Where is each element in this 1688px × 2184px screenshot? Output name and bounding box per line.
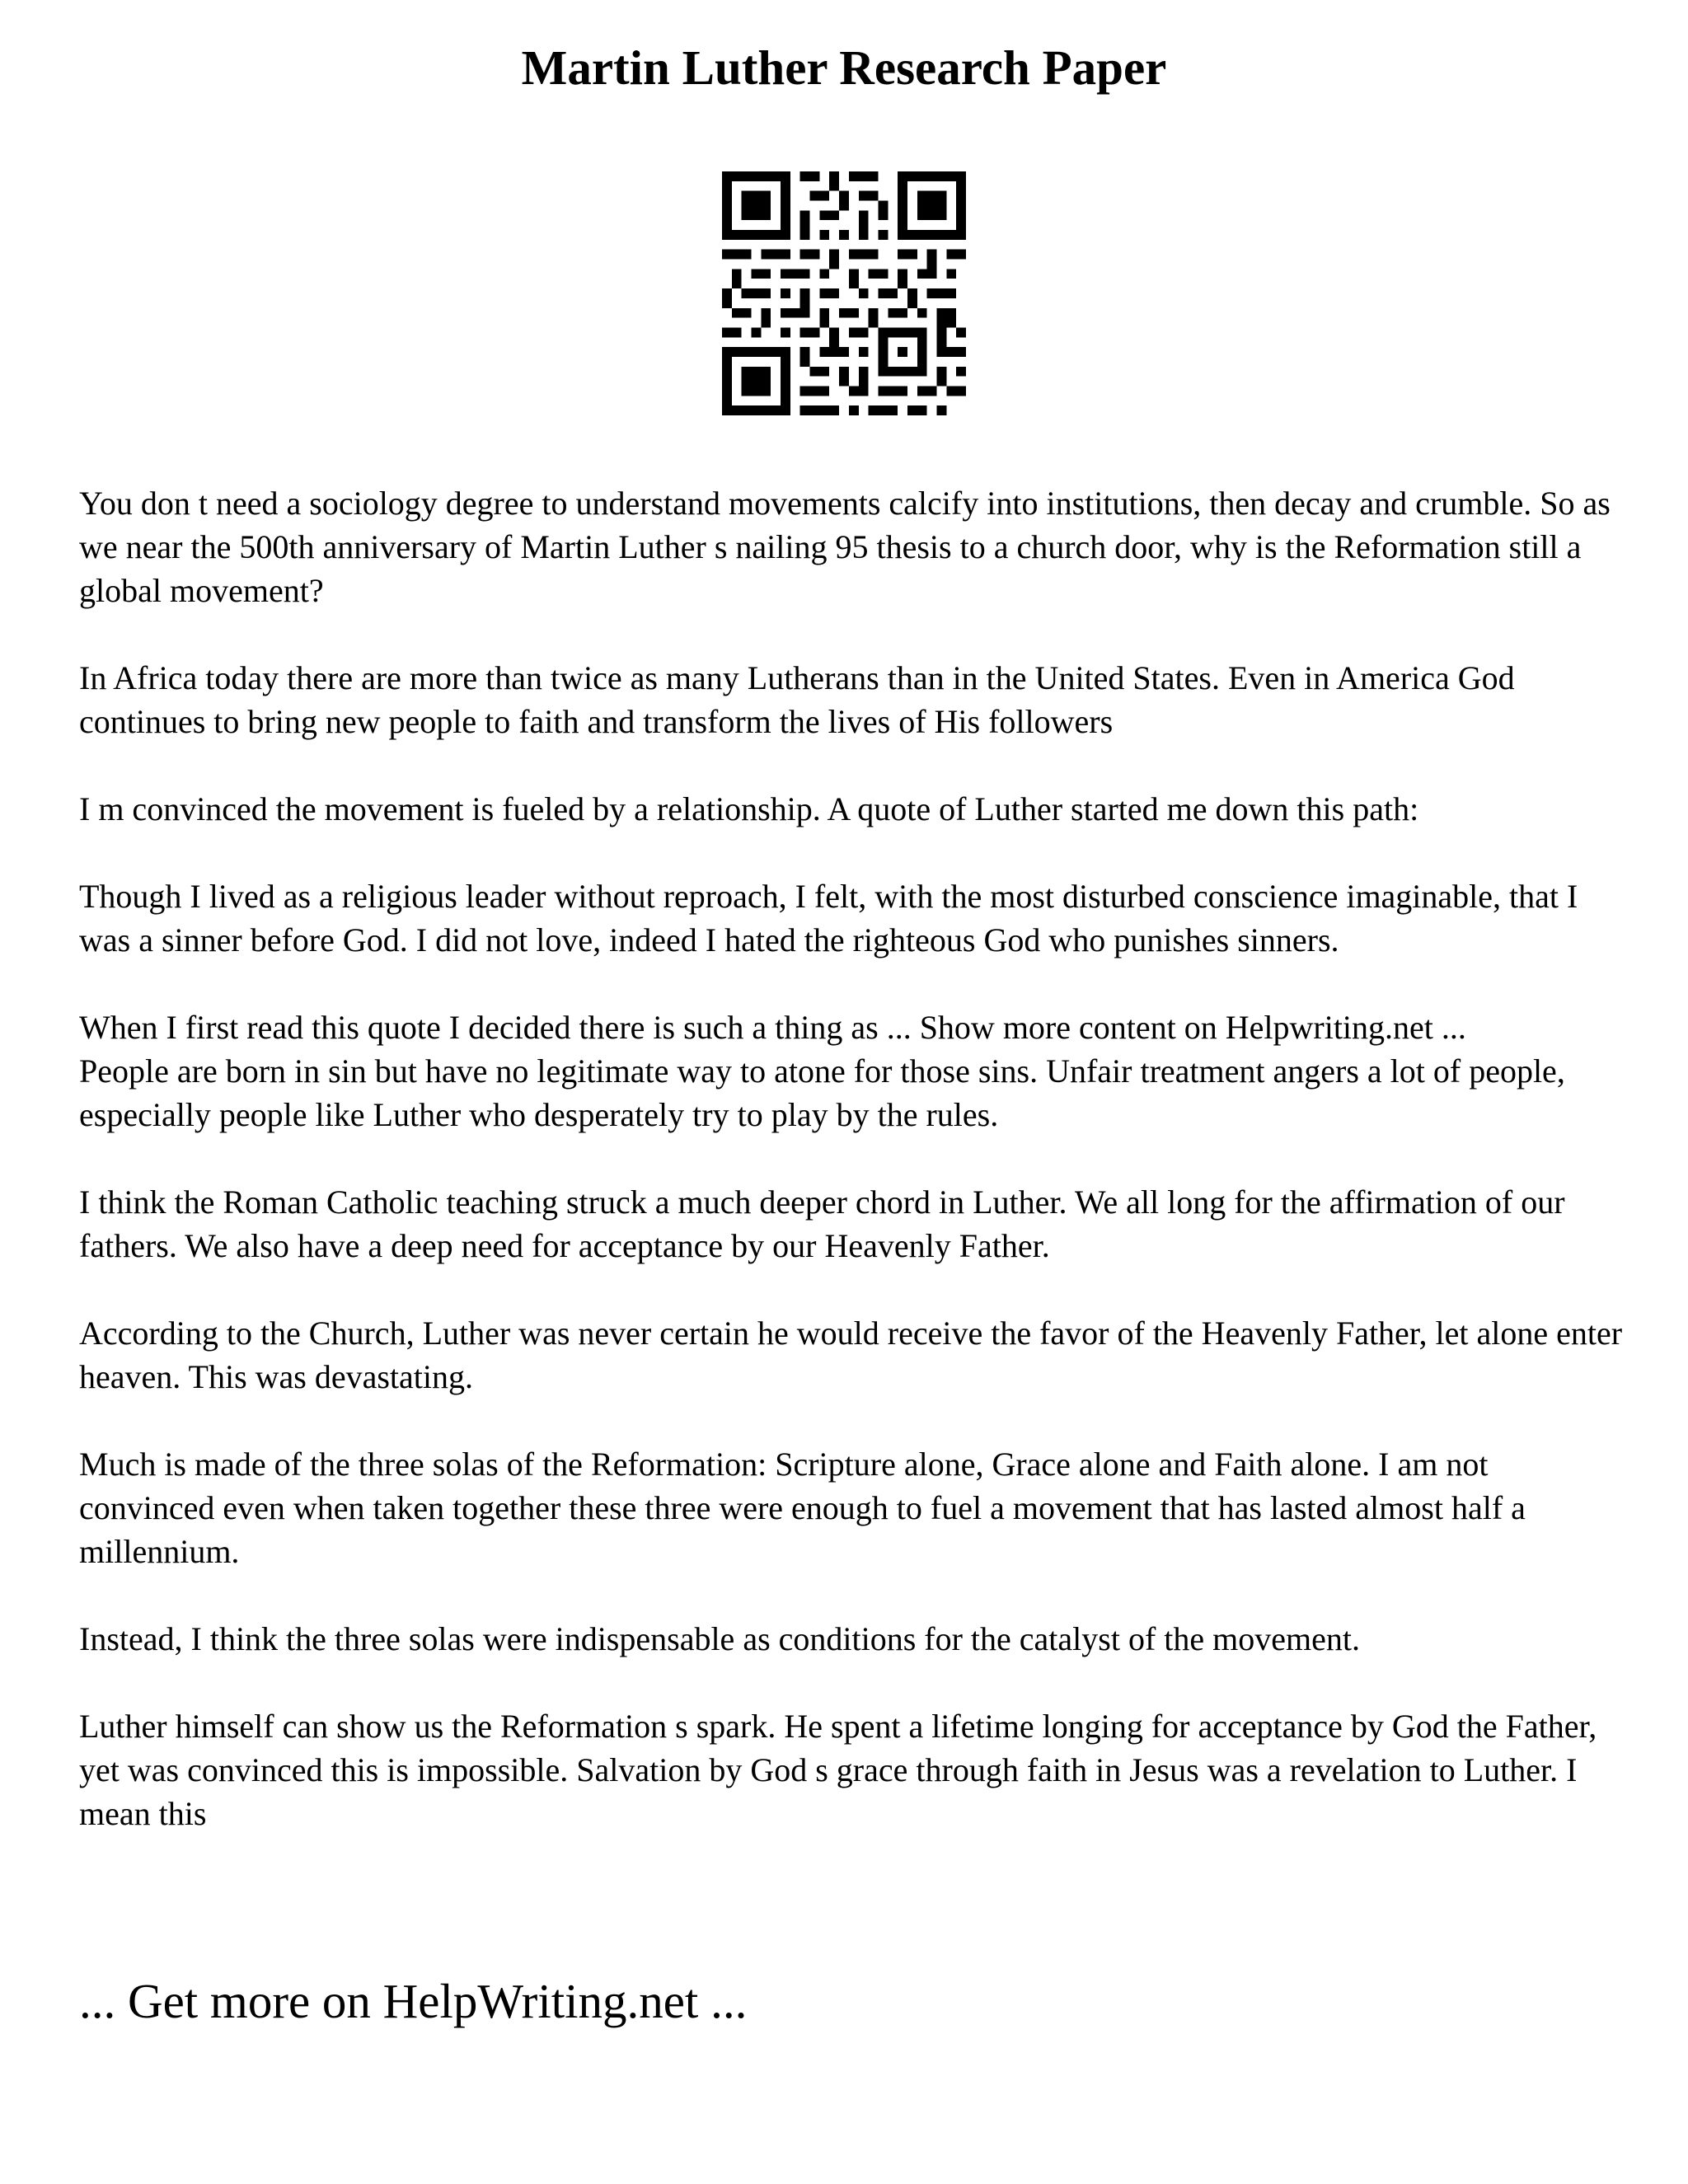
paragraph: I think the Roman Catholic teaching struck a much deeper chord in Luther. We all long for the affirmation of our fathers. We also have a deep need for acceptance by our Heavenly Father. — [79, 1183, 1565, 1264]
paragraph: Luther himself can show us the Reformation s spark. He spent a lifetime longing for acceptance by God the Father, yet was convinced this is impossible. Salvation by God s grace through faith in Jesus was a revelation to Luther. I mean this — [79, 1708, 1597, 1832]
get-more-link[interactable]: ... Get more on HelpWriting.net ... — [79, 1974, 748, 2028]
paragraph: According to the Church, Luther was never certain he would receive the favor of the Heavenly Father, let alone enter heaven. This was devastating. — [79, 1315, 1623, 1395]
qr-code-icon — [722, 171, 966, 415]
paragraph: Much is made of the three solas of the Reformation: Scripture alone, Grace alone and Faith alone. I am not convinced even when taken together these three were enough to fuel a movement that has lasted almost half a millennium. — [79, 1446, 1526, 1570]
page-title: Martin Luther Research Paper — [521, 40, 1167, 95]
paragraph: People are born in sin but have no legitimate way to atone for those sins. Unfair treatment angers a lot of people, especially people like Luther who desperately try to play by the rules. — [79, 1052, 1565, 1133]
paragraph: Instead, I think the three solas were indispensable as conditions for the catalyst of the movement. — [79, 1620, 1361, 1657]
paragraph: When I first read this quote I decided there is such a thing as ... Show more content on Helpwriting.net ... — [79, 1009, 1466, 1046]
paragraph: Though I lived as a religious leader without reproach, I felt, with the most disturbed conscience imaginable, that I was a sinner before God. I did not love, indeed I hated the righteous God who punishes sinners. — [79, 878, 1578, 958]
qr-code-icon — [722, 171, 966, 415]
paragraph: In Africa today there are more than twice as many Lutherans than in the United States. Even in America God continues to bring new people to faith and transform the lives of His followers — [79, 659, 1515, 740]
article-body — [79, 481, 1629, 1879]
paragraph: I m convinced the movement is fueled by a relationship. A quote of Luther started me down this path: — [79, 790, 1419, 827]
paragraph: You don t need a sociology degree to understand movements calcify into institutions, then decay and crumble. So as we near the 500th anniversary of Martin Luther s nailing 95 thesis to a church door, why is the Reformation still a global movement? — [79, 485, 1611, 609]
